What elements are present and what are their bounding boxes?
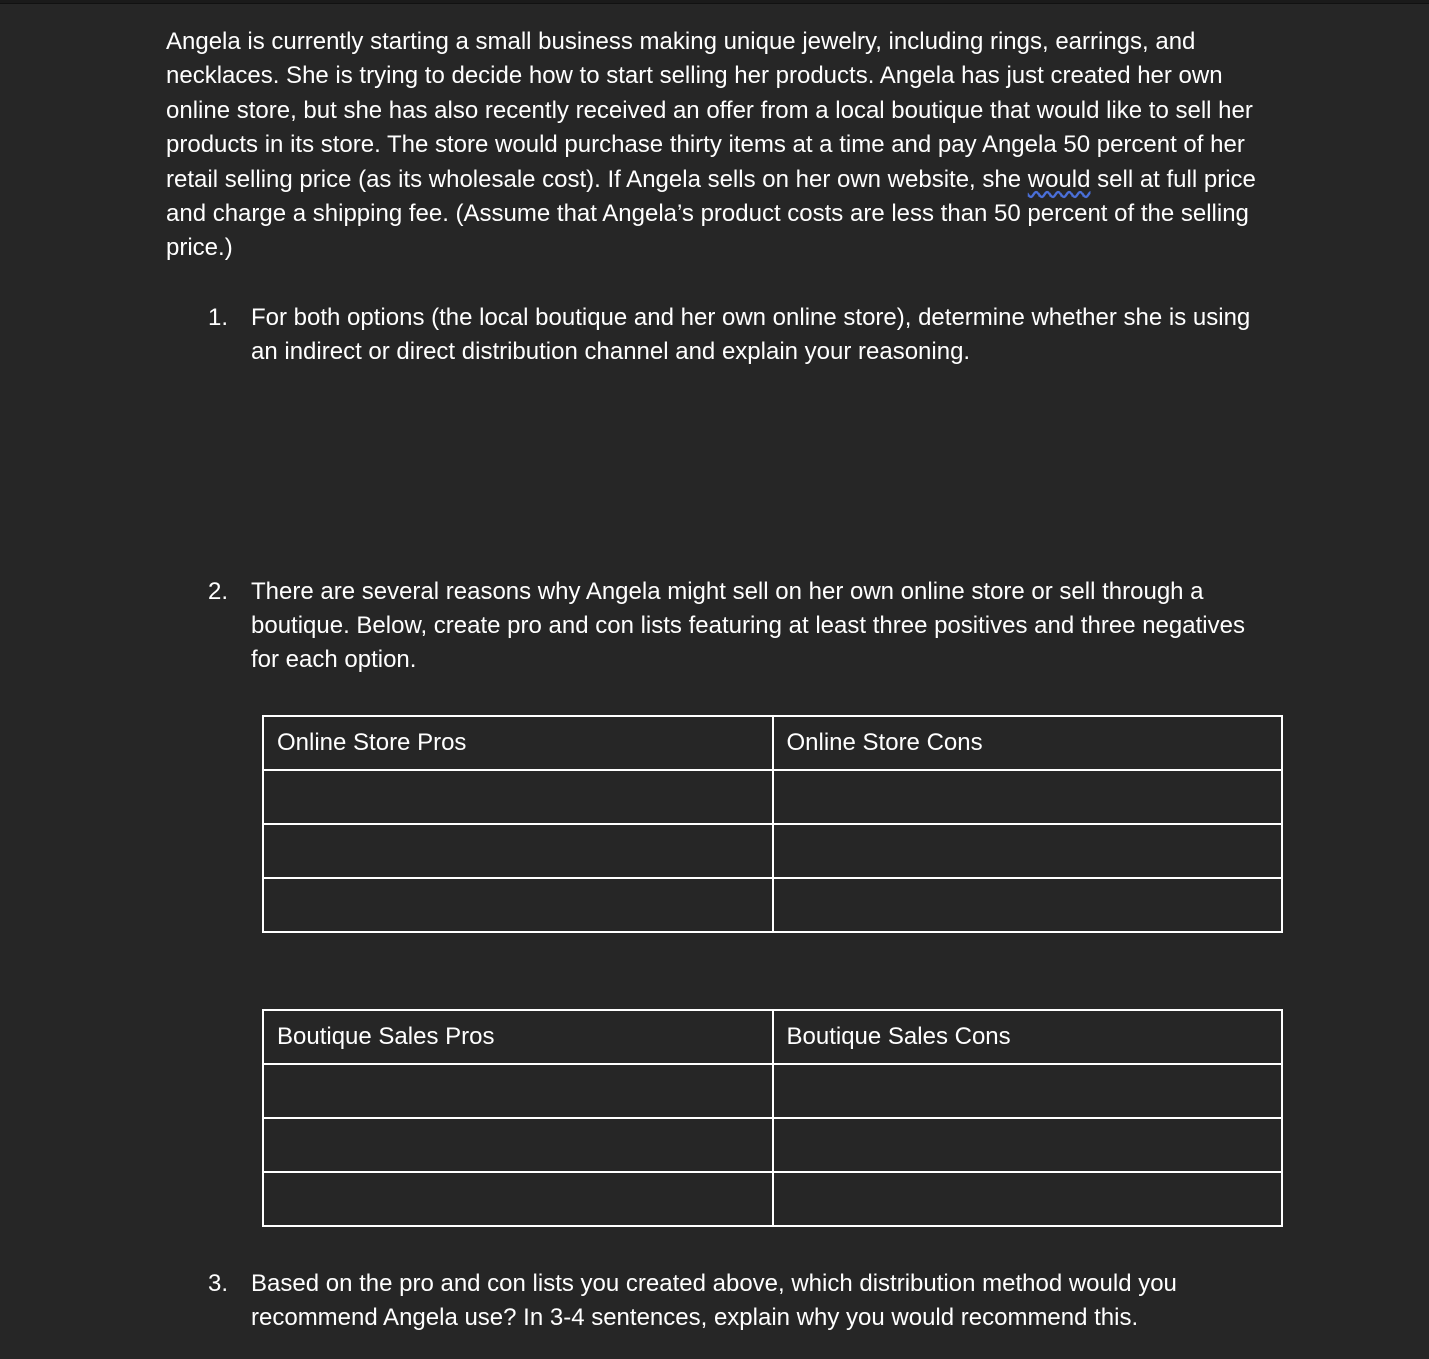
table-header-row	[263, 716, 1282, 770]
boutique-con-cell[interactable]	[773, 1172, 1283, 1226]
online-store-cons-header: Online Store Cons	[773, 716, 1283, 770]
boutique-sales-cons-header: Boutique Sales Cons	[773, 1010, 1283, 1064]
boutique-pro-cell[interactable]	[263, 1064, 773, 1118]
question-number: 3.	[208, 1270, 229, 1297]
intro-paragraph	[166, 25, 1276, 266]
question-2	[208, 575, 1278, 677]
top-rule	[0, 0, 1429, 4]
boutique-con-cell[interactable]	[773, 1064, 1283, 1118]
question-number: 2.	[208, 578, 229, 605]
boutique-pro-cell[interactable]	[263, 1172, 773, 1226]
question-text: Based on the pro and con lists you created above, which distribution method would you recommend Angela use? In 3-4 sentences, explain why you would recommend this.	[251, 1270, 1177, 1331]
table-row	[263, 1118, 1282, 1172]
boutique-pro-cell[interactable]	[263, 1118, 773, 1172]
question-text: There are several reasons why Angela might sell on her own online store or sell through a boutique. Below, create pro and con lists featuring at least three positives and three negatives for each option.	[251, 578, 1245, 673]
table-row	[263, 824, 1282, 878]
intro-text-end: sell at full price and charge a shipping fee. (Assume that Angela’s product costs are less than 50 percent of the selling price.)	[166, 165, 1256, 262]
question-3	[208, 1267, 1278, 1335]
online-pro-cell[interactable]	[263, 824, 773, 878]
table-row	[263, 1064, 1282, 1118]
table-row	[263, 878, 1282, 932]
online-store-table	[262, 715, 1283, 933]
spellcheck-word[interactable]: would	[1027, 165, 1091, 193]
boutique-sales-table	[262, 1009, 1283, 1227]
question-text: For both options (the local boutique and her own online store), determine whether she is using an indirect or direct distribution channel and explain your reasoning.	[251, 304, 1251, 365]
online-store-pros-header: Online Store Pros	[263, 716, 773, 770]
online-con-cell[interactable]	[773, 770, 1283, 824]
boutique-sales-pros-header: Boutique Sales Pros	[263, 1010, 773, 1064]
question-number: 1.	[208, 304, 229, 331]
table-row	[263, 1172, 1282, 1226]
online-con-cell[interactable]	[773, 824, 1283, 878]
online-con-cell[interactable]	[773, 878, 1283, 932]
intro-text-start: Angela is currently starting a small business making unique jewelry, including rings, earrings, and necklaces. She is trying to decide how to start selling her products. Angela has just created her own online store, but she has also recently received an offer from a local boutique that would like to sell her products in its store. The store would purchase thirty items at a time and pay Angela 50 percent of her retail selling price (as its wholesale cost). If Angela sells on her own website, she	[166, 28, 1253, 193]
online-pro-cell[interactable]	[263, 878, 773, 932]
boutique-con-cell[interactable]	[773, 1118, 1283, 1172]
question-1	[208, 301, 1278, 369]
online-pro-cell[interactable]	[263, 770, 773, 824]
table-header-row	[263, 1010, 1282, 1064]
table-row	[263, 770, 1282, 824]
